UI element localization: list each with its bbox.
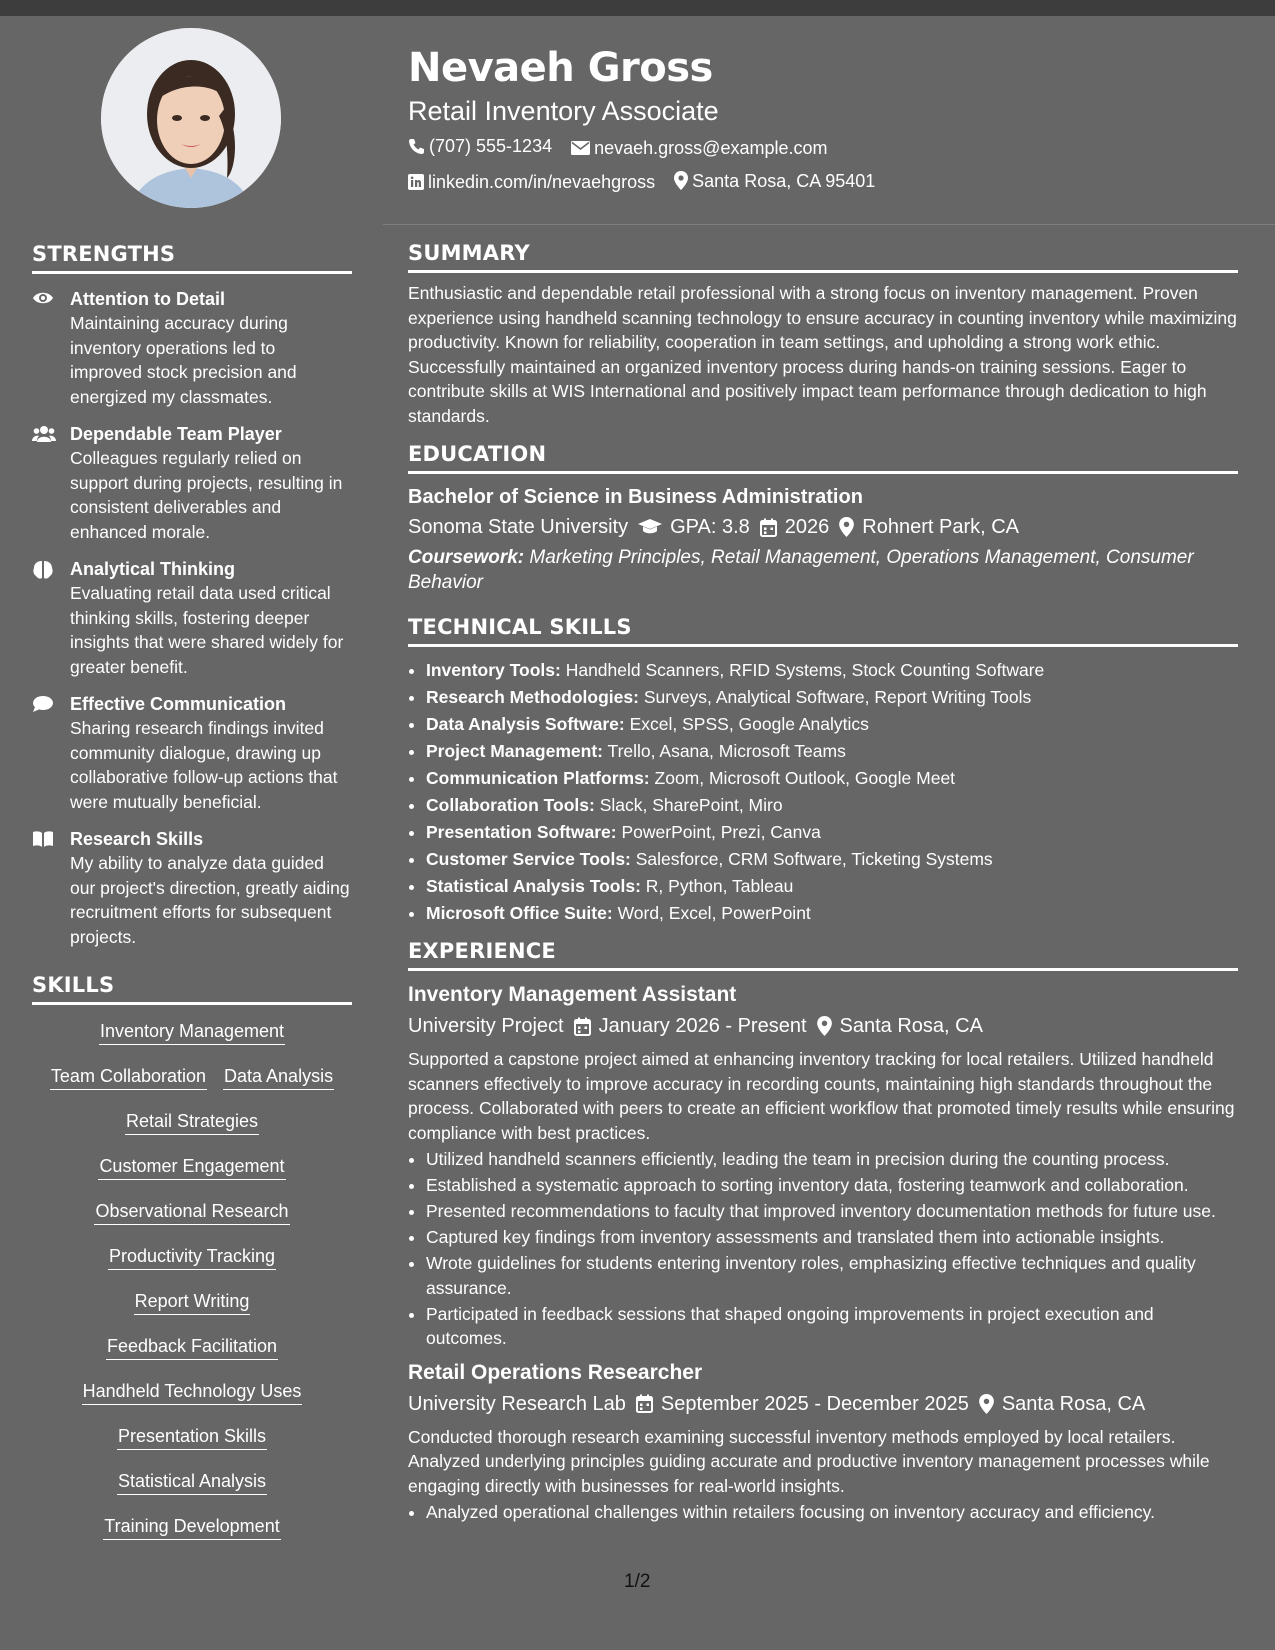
job-bullets (408, 1147, 1238, 1351)
map-pin-icon (674, 171, 688, 190)
email-text: nevaeh.gross@example.com (594, 137, 828, 158)
skills-list (32, 1019, 352, 1559)
education-meta (408, 512, 1238, 542)
experience-heading: EXPERIENCE (408, 939, 1238, 971)
list-item: • Utilized handheld scanners efficiently, leading the team in precision during the counting process. (426, 1147, 1238, 1172)
school-name: Sonoma State University (408, 516, 629, 538)
job-description: Supported a capstone project aimed at enhancing inventory tracking for local retailers. Utilized handheld scanners effectively to improve accuracy in recording counts, maintaining high standards throughout the process. Collaborated with peers to create an efficient workflow that promoted timely results while ensuring compliance with best practices. (408, 1049, 1235, 1143)
map-pin-icon (839, 517, 854, 537)
strength-desc: Sharing research findings invited community dialogue, drawing up collaborative follow-up actions that were mutually beneficial. (70, 718, 338, 812)
calendar-icon (636, 1394, 653, 1413)
strength-title: Dependable Team Player (70, 424, 282, 444)
list-item: • Established a systematic approach to sorting inventory data, fostering teamwork and collaboration. (426, 1173, 1238, 1198)
calendar-icon (574, 1017, 591, 1036)
skill-tag: Productivity Tracking (108, 1244, 276, 1270)
open-book-icon (32, 827, 70, 949)
left-column (32, 28, 352, 1559)
skills-heading: SKILLS (32, 973, 352, 1005)
list-item: • Data Analysis Software: Excel, SPSS, Google Analytics (426, 711, 1238, 738)
job-title: Inventory Management Assistant (408, 983, 737, 1006)
page-number: 1/2 (624, 1571, 651, 1592)
skill-tag: Feedback Facilitation (106, 1334, 278, 1360)
strength-desc: Evaluating retail data used critical thinking skills, fostering deeper insights that were shared widely for greater benefit. (70, 583, 344, 677)
linkedin-text: linkedin.com/in/nevaehgross (428, 172, 656, 192)
school-location: Rohnert Park, CA (862, 516, 1020, 538)
list-item: • Customer Service Tools: Salesforce, CRM Software, Ticketing Systems (426, 846, 1238, 873)
resume-header (408, 42, 1248, 200)
strength-item (32, 422, 352, 544)
graduation-year: 2026 (784, 516, 830, 538)
job-dates: January 2026 - Present (598, 1015, 807, 1037)
right-column (408, 241, 1238, 1526)
list-item: • Collaboration Tools: Slack, SharePoint, Miro (426, 792, 1238, 819)
contact-phone[interactable] (408, 130, 552, 162)
strength-item (32, 557, 352, 679)
technical-skills-heading: TECHNICAL SKILLS (408, 615, 1238, 647)
skill-tag: Inventory Management (99, 1019, 285, 1045)
top-bar (0, 0, 1275, 16)
summary-heading: SUMMARY (408, 241, 1238, 273)
strength-desc: Colleagues regularly relied on support during projects, resulting in consistent deliverables and enhanced morale. (70, 448, 343, 542)
education-heading: EDUCATION (408, 442, 1238, 474)
gpa: GPA: 3.8 (670, 516, 750, 538)
brain-icon (32, 557, 70, 679)
candidate-title: Retail Inventory Associate (408, 96, 719, 126)
strength-item (32, 287, 352, 409)
users-icon (32, 422, 70, 544)
strength-title: Effective Communication (70, 694, 287, 714)
job-org: University Research Lab (408, 1392, 626, 1415)
list-item: • Statistical Analysis Tools: R, Python, Tableau (426, 873, 1238, 900)
list-item: • Microsoft Office Suite: Word, Excel, PowerPoint (426, 900, 1238, 927)
summary-text: Enthusiastic and dependable retail professional with a strong focus on inventory management. Proven experience using handheld scanning technology to ensure accuracy in counting inventory while maximizing productivity. Known for reliability, cooperation in team settings, and upholding a strong work ethic. Successfully maintained an organized inventory process during hands-on training sessions. Eager to contribute skills at WIS International and positively impact team performance through dedication to high standards. (408, 283, 1237, 426)
strength-desc: Maintaining accuracy during inventory operations led to improved stock precision and energized my classmates. (70, 313, 297, 407)
list-item: • Analyzed operational challenges within retailers focusing on inventory accuracy and efficiency. (426, 1500, 1238, 1525)
map-pin-icon (817, 1016, 832, 1036)
job-meta (408, 1011, 1238, 1041)
calendar-icon (760, 518, 777, 537)
skill-tag: Training Development (103, 1514, 280, 1540)
envelope-icon (571, 141, 590, 155)
job-org: University Project (408, 1015, 564, 1037)
job-title: Retail Operations Researcher (408, 1360, 703, 1384)
strength-desc: My ability to analyze data guided our project's direction, greatly aiding recruitment efforts for subsequent projects. (70, 853, 350, 947)
skill-tag: Handheld Technology Uses (82, 1379, 303, 1405)
strength-title: Analytical Thinking (70, 559, 236, 579)
phone-icon (408, 138, 425, 155)
skill-tag: Retail Strategies (125, 1109, 259, 1135)
contact-location (674, 165, 875, 197)
job-location: Santa Rosa, CA (1001, 1392, 1146, 1415)
graduation-cap-icon (638, 518, 662, 536)
list-item: • Participated in feedback sessions that shaped ongoing improvements in project execution and outcomes. (426, 1302, 1238, 1351)
contact-info (408, 130, 1248, 200)
contact-linkedin[interactable] (408, 166, 655, 198)
coursework-text: Marketing Principles, Retail Management, Operations Management, Consumer Behavior (408, 547, 1194, 593)
skill-tag: Statistical Analysis (117, 1469, 267, 1495)
strength-item (32, 692, 352, 814)
job-location: Santa Rosa, CA (839, 1015, 983, 1037)
list-item: • Inventory Tools: Handheld Scanners, RFID Systems, Stock Counting Software (426, 657, 1238, 684)
list-item: • Captured key findings from inventory assessments and translated them into actionable insights. (426, 1225, 1238, 1250)
skill-tag: Observational Research (94, 1199, 289, 1225)
list-item: • Research Methodologies: Surveys, Analytical Software, Report Writing Tools (426, 684, 1238, 711)
profile-photo (101, 28, 281, 208)
candidate-name: Nevaeh Gross (408, 45, 713, 91)
skill-tag: Team Collaboration (50, 1064, 207, 1090)
degree: Bachelor of Science in Business Administration (408, 486, 863, 508)
linkedin-icon (408, 174, 424, 190)
job-description: Conducted thorough research examining successful inventory methods employed by local retailers. Analyzed underlying principles guiding accurate and productive inventory management processes while engaging directly with businesses for real-world insights. (408, 1426, 1210, 1496)
coursework-label: Coursework: (408, 547, 525, 568)
skill-tag: Data Analysis (223, 1064, 334, 1090)
technical-skills-list (408, 657, 1238, 927)
list-item: • Communication Platforms: Zoom, Microsoft Outlook, Google Meet (426, 765, 1238, 792)
skill-tag: Presentation Skills (117, 1424, 267, 1450)
chat-bubble-icon (32, 692, 70, 814)
list-item: • Presented recommendations to faculty that improved inventory documentation methods for future use. (426, 1199, 1238, 1224)
skill-tag: Report Writing (134, 1289, 251, 1315)
strength-title: Research Skills (70, 829, 204, 849)
list-item: • Project Management: Trello, Asana, Microsoft Teams (426, 738, 1238, 765)
job-meta (408, 1389, 1238, 1419)
strength-item (32, 827, 352, 949)
skill-tag: Customer Engagement (98, 1154, 285, 1180)
job-dates: September 2025 - December 2025 (660, 1392, 969, 1415)
coursework (408, 545, 1238, 595)
contact-email[interactable] (571, 132, 827, 164)
job-bullets (408, 1500, 1238, 1525)
strength-title: Attention to Detail (70, 289, 225, 309)
strengths-heading: STRENGTHS (32, 242, 352, 274)
list-item: • Wrote guidelines for students entering inventory roles, emphasizing effective techniques and quality assurance. (426, 1251, 1238, 1300)
phone-text: (707) 555-1234 (429, 136, 553, 156)
list-item: • Presentation Software: PowerPoint, Prezi, Canva (426, 819, 1238, 846)
eye-icon (32, 287, 70, 409)
location-text: Santa Rosa, CA 95401 (692, 170, 876, 191)
header-divider (383, 224, 1275, 225)
map-pin-icon (979, 1394, 994, 1414)
